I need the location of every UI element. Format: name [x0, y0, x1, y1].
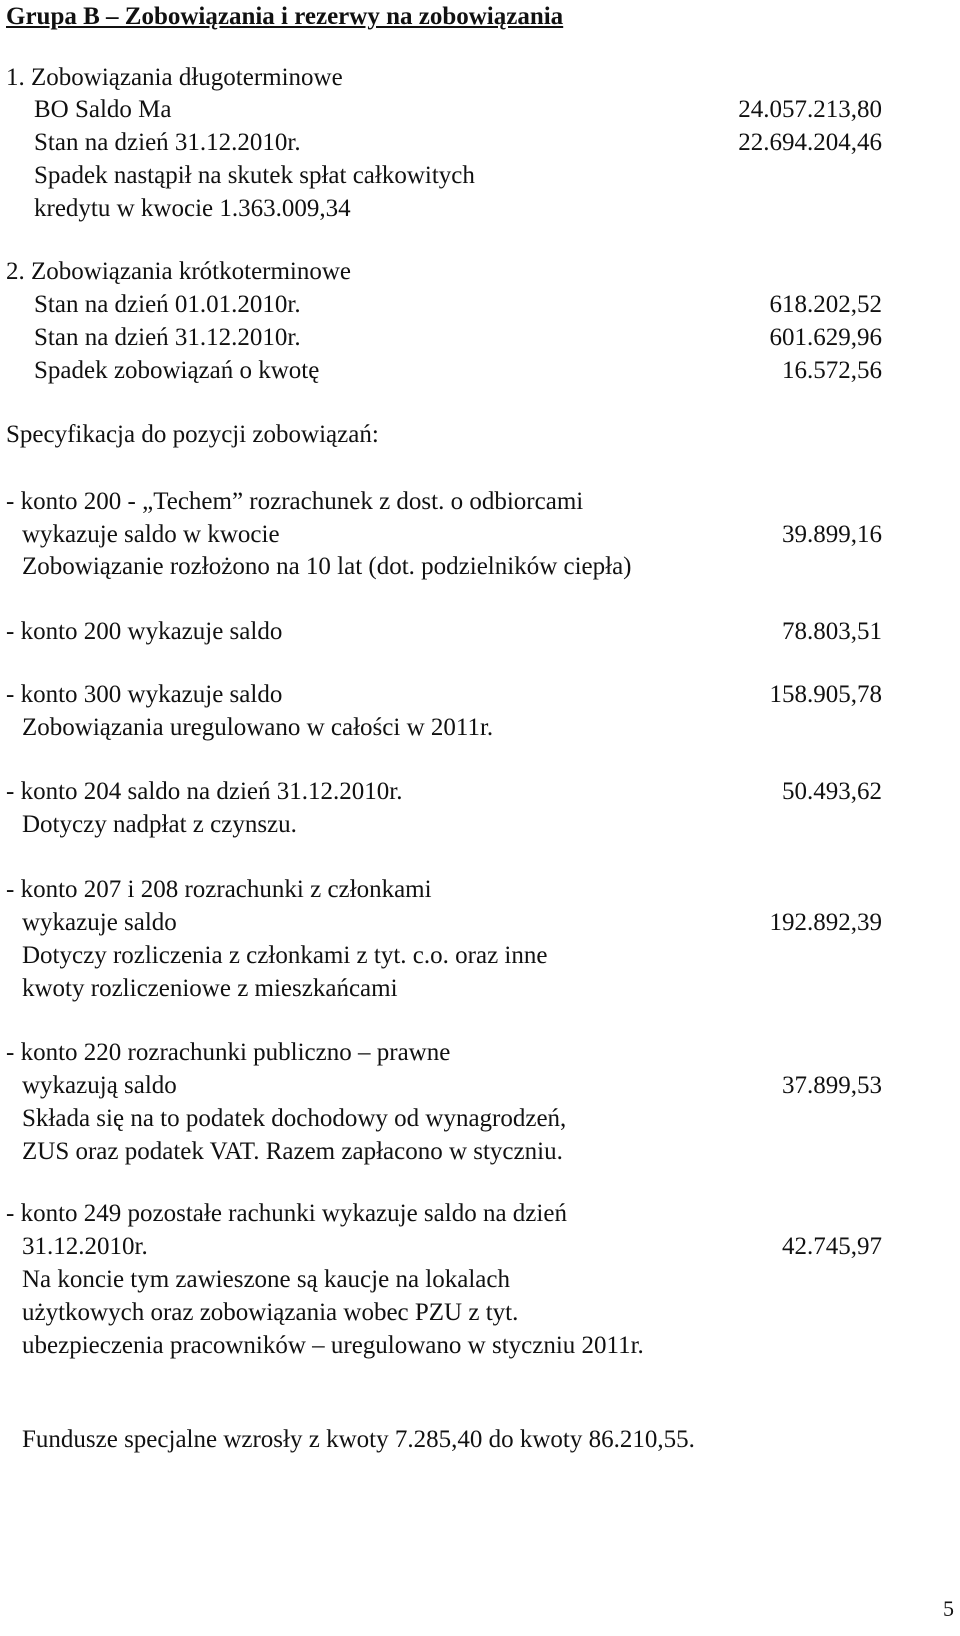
section2-row2-label: Stan na dzień 31.12.2010r.	[34, 324, 301, 351]
page-number: 5	[943, 1596, 954, 1621]
page-title: Grupa B – Zobowiązania i rezerwy na zobowiązania	[6, 3, 564, 30]
section2-row1-label: Stan na dzień 01.01.2010r.	[34, 291, 301, 318]
section1-bo-label: BO Saldo Ma	[34, 96, 172, 123]
section2-row3-label: Spadek zobowiązań o kwotę	[34, 357, 320, 384]
konto220-line2: wykazują saldo	[22, 1072, 177, 1099]
section2-row3-value: 16.572,56	[782, 357, 882, 384]
spec-heading: Specyfikacja do pozycji zobowiązań:	[6, 421, 379, 448]
konto220-line4: ZUS oraz podatek VAT. Razem zapłacono w styczniu.	[22, 1138, 563, 1165]
konto249-line2: 31.12.2010r.	[22, 1233, 148, 1260]
konto220-line3: Składa się na to podatek dochodowy od wynagrodzeń,	[22, 1105, 567, 1132]
konto249-value: 42.745,97	[782, 1233, 882, 1260]
konto207-line2: wykazuje saldo	[22, 909, 177, 936]
konto249-line4: użytkowych oraz zobowiązania wobec PZU z tyt.	[22, 1299, 519, 1326]
fundusze-text: Fundusze specjalne wzrosły z kwoty 7.285,40 do kwoty 86.210,55.	[22, 1426, 695, 1453]
konto200b-line1: - konto 200 wykazuje saldo	[6, 618, 283, 645]
konto220-line1: - konto 220 rozrachunki publiczno – prawne	[6, 1039, 451, 1066]
section1-heading: 1. Zobowiązania długoterminowe	[6, 64, 343, 91]
konto200a-line3: Zobowiązanie rozłożono na 10 lat (dot. podzielników ciepła)	[22, 553, 632, 580]
konto204-value: 50.493,62	[782, 778, 882, 805]
section1-stan-label: Stan na dzień 31.12.2010r.	[34, 129, 301, 156]
konto249-line1: - konto 249 pozostałe rachunki wykazuje saldo na dzień	[6, 1200, 567, 1227]
section1-stan-value: 22.694.204,46	[738, 129, 882, 156]
konto204-line1: - konto 204 saldo na dzień 31.12.2010r.	[6, 778, 403, 805]
konto207-line1: - konto 207 i 208 rozrachunki z członkami	[6, 876, 432, 903]
section1-note-line1: Spadek nastąpił na skutek spłat całkowitych	[34, 162, 475, 189]
section2-row2-value: 601.629,96	[769, 324, 882, 351]
konto200a-line2: wykazuje saldo w kwocie	[22, 521, 280, 548]
konto249-line5: ubezpieczenia pracowników – uregulowano w styczniu 2011r.	[22, 1332, 644, 1359]
konto207-line4: kwoty rozliczeniowe z mieszkańcami	[22, 975, 398, 1002]
konto207-line3: Dotyczy rozliczenia z członkami z tyt. c.o. oraz inne	[22, 942, 548, 969]
konto300-value: 158.905,78	[769, 681, 882, 708]
section2-row1-value: 618.202,52	[769, 291, 882, 318]
konto200b-value: 78.803,51	[782, 618, 882, 645]
section2-heading: 2. Zobowiązania krótkoterminowe	[6, 258, 352, 285]
section1-bo-value: 24.057.213,80	[738, 96, 882, 123]
konto300-line1: - konto 300 wykazuje saldo	[6, 681, 283, 708]
konto220-value: 37.899,53	[782, 1072, 882, 1099]
konto200a-line1: - konto 200 - „Techem” rozrachunek z dost. o odbiorcami	[6, 488, 584, 515]
konto204-line2: Dotyczy nadpłat z czynszu.	[22, 811, 297, 838]
konto200a-value: 39.899,16	[782, 521, 882, 548]
konto207-value: 192.892,39	[769, 909, 882, 936]
konto249-line3: Na koncie tym zawieszone są kaucje na lokalach	[22, 1266, 510, 1293]
konto300-line2: Zobowiązania uregulowano w całości w 2011r.	[22, 714, 494, 741]
section1-note-line2: kredytu w kwocie 1.363.009,34	[34, 195, 351, 222]
